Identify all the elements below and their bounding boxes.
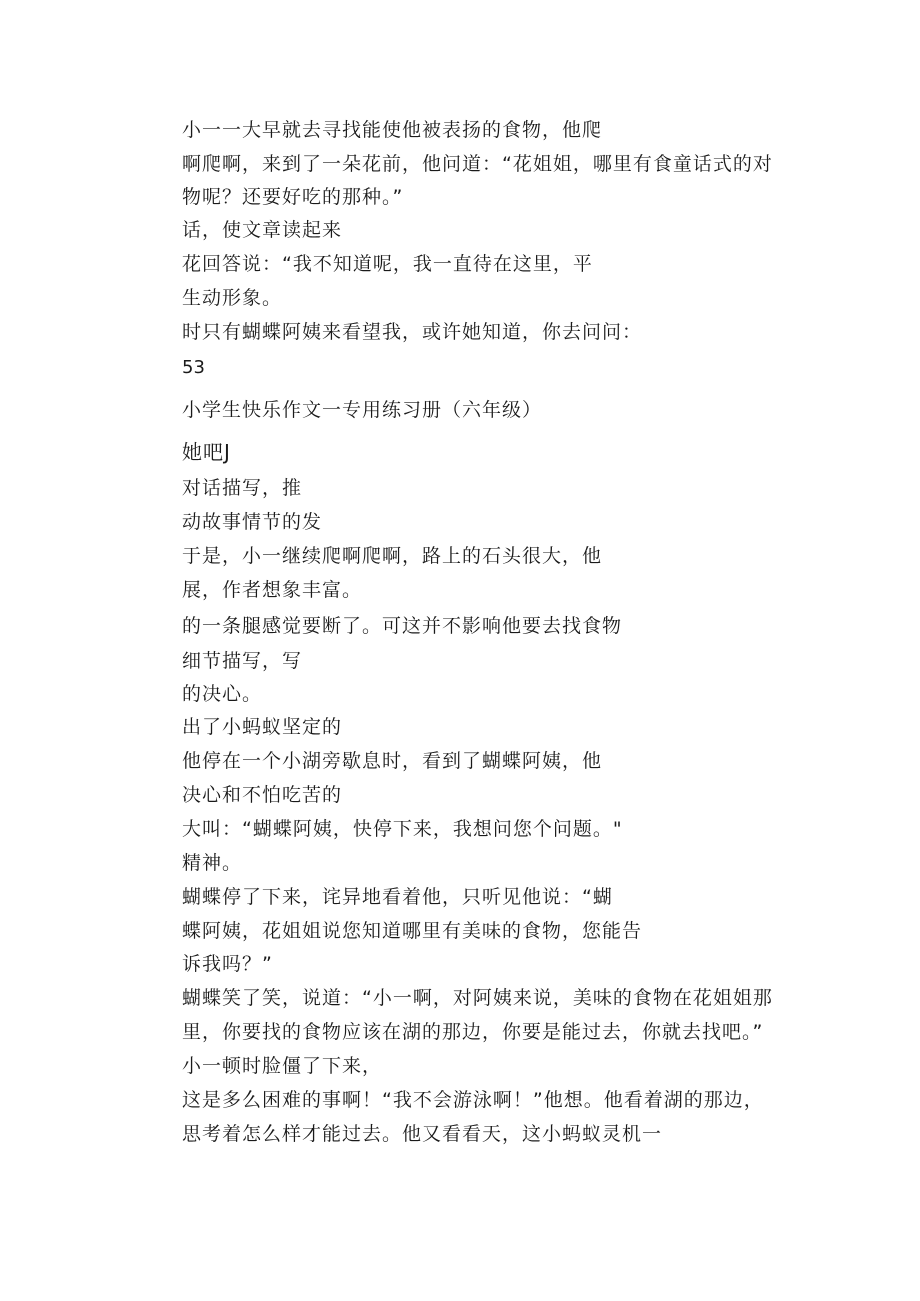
margin-note: 决心和不怕吃苦的 xyxy=(182,784,343,806)
text-line: 里，你要找的食物应该在湖的那边，你要是能过去，你就去找吧。” xyxy=(182,1021,764,1043)
text-line: 的一条腿感觉要断了。可这并不影响他要去找食物 xyxy=(182,615,623,637)
text-line: 啊爬啊，来到了一朵花前，他问道：“花姐姐，哪里有食童话式的对 xyxy=(182,153,773,175)
text-line: 蝴蝶停了下来，诧异地看着他，只听见他说：“蝴 xyxy=(182,886,613,908)
text-line: 大叫：“蝴蝶阿姨，快停下来，我想问您个问题。" xyxy=(182,818,623,840)
text-line: 小一顿时脸僵了下来， xyxy=(182,1055,383,1077)
text-line: 花回答说：“我不知道呢，我一直待在这里，平 xyxy=(182,253,593,275)
margin-note: 精神。 xyxy=(182,852,243,874)
margin-note: 展，作者想象丰富。 xyxy=(182,579,363,601)
text-line: 小一一大早就去寻找能使他被表扬的食物，他爬 xyxy=(182,119,603,141)
margin-note: 动故事情节的发 xyxy=(182,511,323,533)
text-line: 他停在一个小湖旁歇息时，看到了蝴蝶阿姨，他 xyxy=(182,750,603,772)
text-line: 的决心。 xyxy=(182,683,263,705)
text-line: 思考着怎么样才能过去。他又看看天，这小蚂蚁灵机一 xyxy=(182,1123,663,1145)
page-number: 53 xyxy=(182,357,205,378)
text-line: 话，使文章读起来 xyxy=(182,219,343,241)
text-line: 时只有蝴蝶阿姨来看望我，或许她知道，你去问问： xyxy=(182,321,643,343)
text-line: 于是，小一继续爬啊爬啊，路上的石头很大，他 xyxy=(182,545,603,567)
text-line: 蝶阿姨，花姐姐说您知道哪里有美味的食物，您能告 xyxy=(182,920,643,942)
running-header: 小学生快乐作文一专用练习册（六年级） xyxy=(182,399,543,421)
text-line: 她吧J xyxy=(182,440,231,464)
text-line: 蝴蝶笑了笑，说道：“小一啊，对阿姨来说，美味的食物在花姐姐那 xyxy=(182,987,773,1009)
margin-note: 细节描写，写 xyxy=(182,650,303,672)
margin-note: 出了小蚂蚁坚定的 xyxy=(182,716,343,738)
text-line: 诉我吗？” xyxy=(182,953,273,975)
text-line: 物呢？还要好吃的那种。” xyxy=(182,186,404,208)
margin-note: 对话描写，推 xyxy=(182,477,303,499)
text-line: 这是多么困难的事啊！“我不会游泳啊！”他想。他看着湖的那边， xyxy=(182,1089,764,1111)
text-line: 生动形象。 xyxy=(182,287,283,309)
